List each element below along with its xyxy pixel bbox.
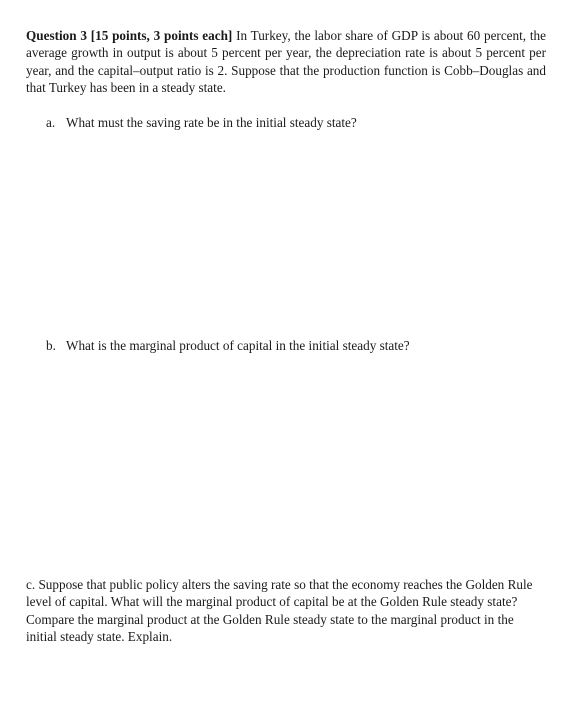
part-a-letter: a. (46, 115, 56, 130)
part-c: c. Suppose that public policy alters the saving rate so that the economy reaches the Golden Rule level of capital. What will the marginal product of capital be at the Golden Rule steady state? Compare the marginal product at the Golden Rule steady state to the marginal product in the initial steady state. Explain. (26, 577, 533, 644)
question-intro-text: In Turkey, the labor share of GDP is about 60 percent, the average growth in output is about 5 percent per year, the depreciation rate is about 5 percent per year, and the capital–output ratio is 2. Suppose that the production function is Cobb–Douglas and that Turkey has been in a steady state. (26, 28, 546, 95)
part-b-letter: b. (46, 338, 56, 353)
part-a-text: What must the saving rate be in the initial steady state? (66, 115, 357, 130)
question-intro (26, 27, 546, 96)
question-heading: Question 3 [15 points, 3 points each] (26, 28, 233, 43)
part-a (46, 114, 357, 131)
part-b-text: What is the marginal product of capital in the initial steady state? (66, 338, 410, 353)
part-b (46, 337, 410, 354)
